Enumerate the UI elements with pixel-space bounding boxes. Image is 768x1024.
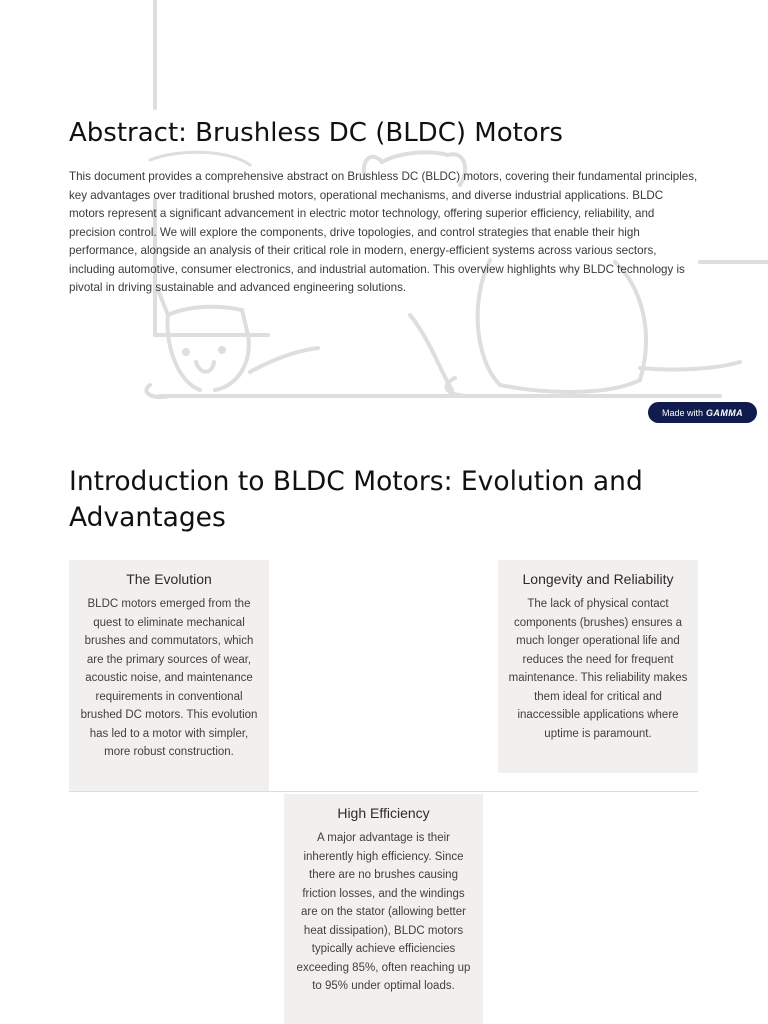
card-body: The lack of physical contact components (brushes) ensures a much longer operational life and reduces the need for frequent maintenance. This reliability makes them ideal for critical and inaccessible applications where uptime is paramount. [508, 598, 688, 740]
card-title: Longevity and Reliability [522, 571, 674, 587]
gamma-logo-text: GAMMA [706, 407, 744, 418]
card-title: High Efficiency [337, 805, 430, 821]
card-longevity-and-reliability [498, 560, 698, 773]
card-high-efficiency [284, 794, 483, 1024]
abstract-title: Abstract: Brushless DC (BLDC) Motors [69, 118, 563, 148]
card-title: The Evolution [126, 571, 212, 587]
card-the-evolution [69, 560, 269, 791]
card-body: A major advantage is their inherently high efficiency. Since there are no brushes causing friction losses, and the windings are on the stator (allowing better heat dissipation), BLDC motors typically achieve efficiencies exceeding 85%, often reaching up to 95% under optimal loads. [296, 832, 471, 992]
badge-prefix: Made with [661, 407, 704, 418]
card-body: BLDC motors emerged from the quest to eliminate mechanical brushes and commutators, which are the primary sources of wear, acoustic noise, and maintenance requirements in conventional brushed DC motors. This evolution has led to a motor with simpler, more robust construction. [80, 598, 258, 758]
section-title: Introduction to BLDC Motors: Evolution and Advantages [69, 466, 643, 533]
made-with-gamma-badge[interactable] [648, 402, 757, 423]
timeline-divider [69, 791, 698, 792]
abstract-paragraph: This document provides a comprehensive abstract on Brushless DC (BLDC) motors, covering their fundamental principles, key advantages over traditional brushed motors, operational mechanisms, and diverse industrial applications. BLDC motors represent a significant advancement in electric motor technology, offering superior efficiency, reliability, and precision control. We will explore the components, drive topologies, and control strategies that enable their high performance, alongside an analysis of their critical role in modern, energy-efficient systems across various sectors, including automotive, consumer electronics, and industrial automation. This overview highlights why BLDC technology is pivotal in driving sustainable and advanced engineering solutions. [69, 170, 698, 294]
